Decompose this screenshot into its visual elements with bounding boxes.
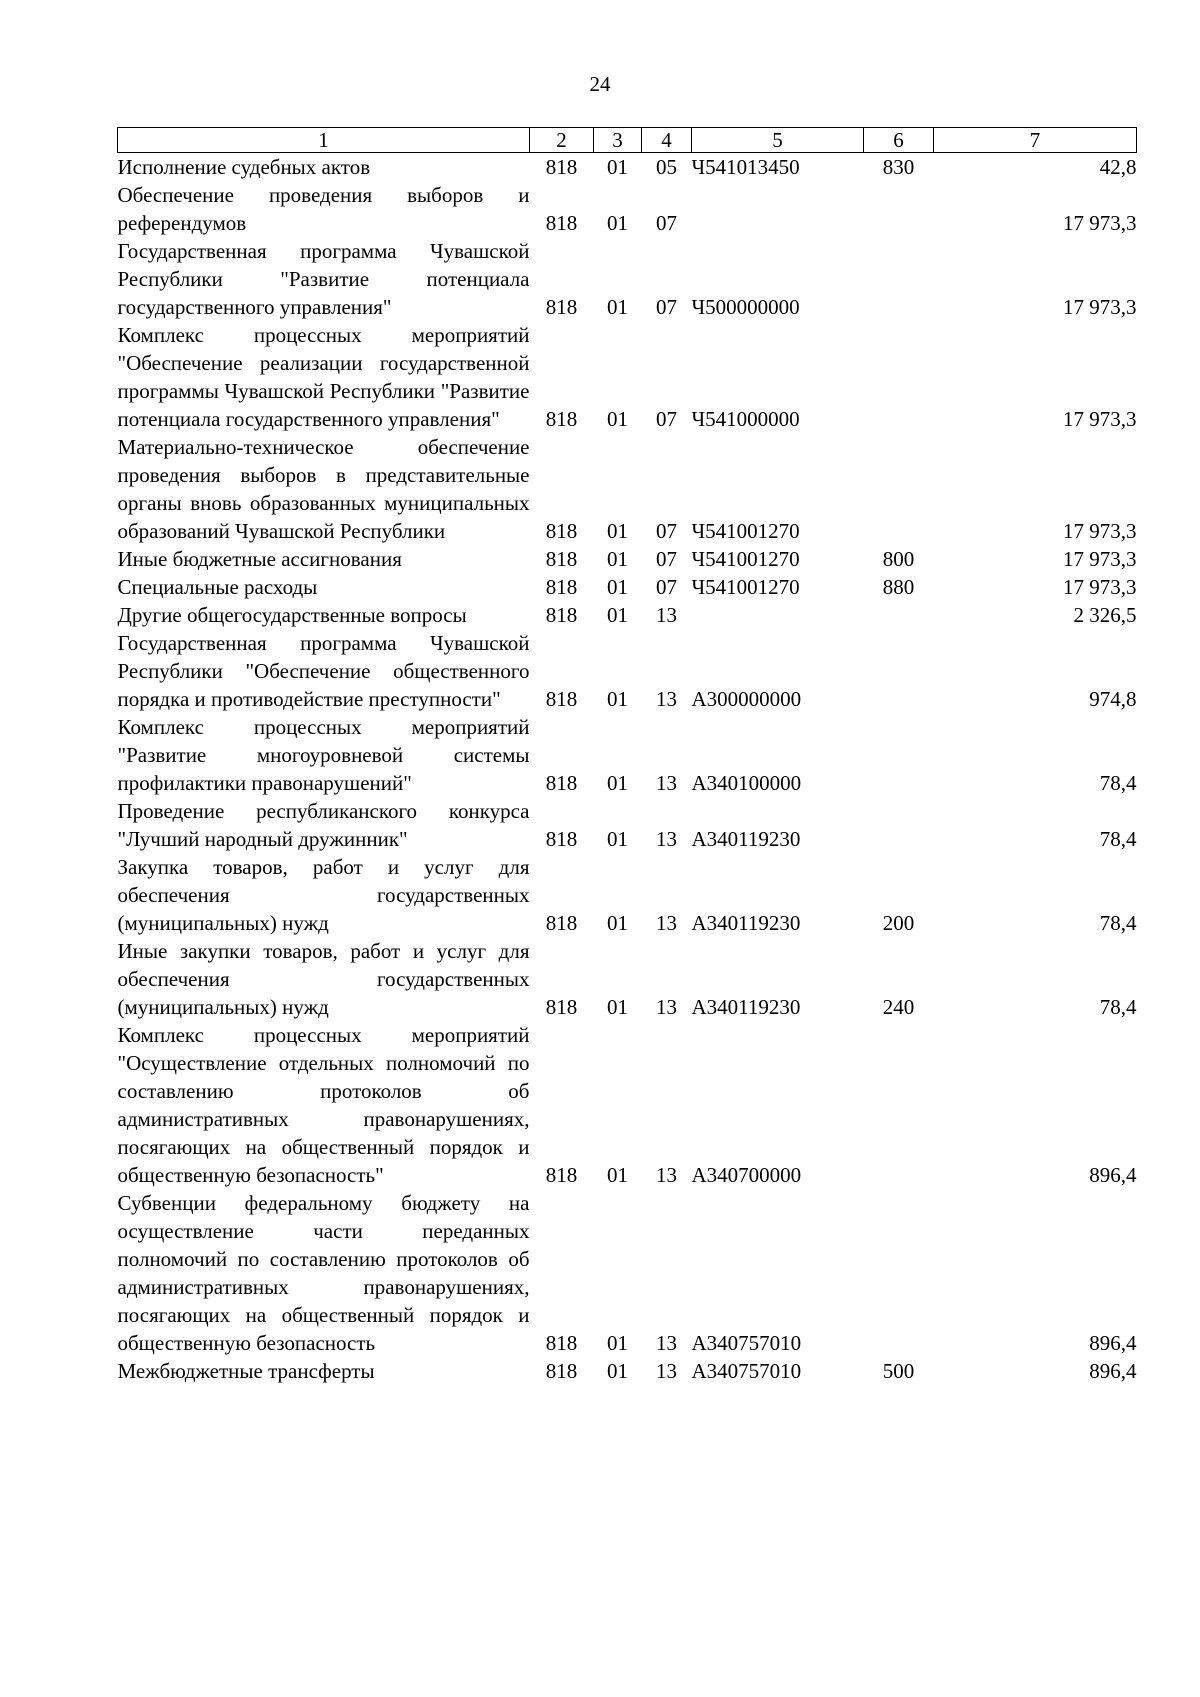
row-gr-code: 818 [545,1163,578,1187]
row-name: Иные закупки товаров, работ и услуг для обеспечения государственных (муниципальных) нужд [117,939,530,1019]
table-row [118,545,1137,573]
table-row [118,433,1137,545]
budget-table [117,127,1137,1385]
row-subsection-code: 07 [656,407,677,431]
row-amount: 17 973,3 [1063,295,1137,319]
row-expense-type [864,797,934,853]
row-name: Материально-техническое обеспечение проведения выборов в представительные органы вновь образованных муниципальных образований Чувашской Республики [117,435,530,543]
row-section-code: 01 [607,827,628,851]
row-name: Проведение республиканского конкурса "Лучший народный дружинник" [117,799,530,851]
row-name: Субвенции федеральному бюджету на осуществление части переданных полномочий по составлению протоколов об административных правонарушениях, посягающих на общественный порядок и общественную безопасность [117,1191,530,1355]
row-expense-type [864,713,934,797]
table-body [118,153,1137,1386]
row-expense-type [864,237,934,321]
row-gr-code: 818 [545,575,578,599]
row-expense-type [864,433,934,545]
row-section-code: 01 [607,211,628,235]
row-amount: 78,4 [1099,771,1137,795]
row-subsection-code: 07 [656,575,677,599]
row-section-code: 01 [607,575,628,599]
row-amount: 896,4 [1089,1331,1137,1355]
row-subsection-code: 07 [656,295,677,319]
row-target-code: Ч541001270 [691,547,800,571]
row-section-code: 01 [607,295,628,319]
row-name: Исполнение судебных актов [117,155,371,179]
row-target-code [692,601,864,629]
row-gr-code: 818 [545,687,578,711]
table-row [118,1021,1137,1189]
row-name: Обеспечение проведения выборов и референдумов [117,183,530,235]
row-section-code: 01 [607,547,628,571]
row-target-code: А300000000 [691,687,802,711]
table-row [118,601,1137,629]
row-amount: 78,4 [1099,911,1137,935]
row-target-code: А340119230 [691,827,801,851]
row-expense-type: 800 [882,547,915,571]
row-gr-code: 818 [545,911,578,935]
header-row [118,128,1137,153]
table-row [118,1189,1137,1357]
row-expense-type [864,1021,934,1189]
column-header-2: 2 [530,128,594,153]
table-row [118,1357,1137,1385]
row-gr-code: 818 [545,407,578,431]
row-target-code: Ч541001270 [691,519,800,543]
row-section-code: 01 [607,1359,628,1383]
row-expense-type: 500 [882,1359,915,1383]
row-gr-code: 818 [545,295,578,319]
row-expense-type [864,181,934,237]
row-subsection-code: 13 [656,603,677,627]
row-amount: 974,8 [1089,687,1137,711]
row-name: Специальные расходы [117,575,318,599]
row-gr-code: 818 [545,603,578,627]
row-section-code: 01 [607,155,628,179]
row-name: Иные бюджетные ассигнования [117,547,402,571]
table-row [118,853,1137,937]
row-expense-type: 830 [882,155,915,179]
row-name: Межбюджетные трансферты [117,1359,375,1383]
row-target-code: Ч541013450 [691,155,800,179]
row-target-code: Ч541000000 [691,407,800,431]
row-gr-code: 818 [545,1359,578,1383]
row-section-code: 01 [607,995,628,1019]
row-amount: 896,4 [1089,1359,1137,1383]
row-target-code: Ч500000000 [691,295,800,319]
column-header-5: 5 [692,128,864,153]
row-name: Комплекс процессных мероприятий "Обеспечение реализации государственной программы Чувашской Республики "Развитие потенциала государственного управления" [117,323,530,431]
row-amount: 17 973,3 [1063,407,1137,431]
row-gr-code: 818 [545,547,578,571]
row-subsection-code: 07 [656,519,677,543]
row-target-code: Ч541001270 [691,575,800,599]
row-amount: 78,4 [1099,827,1137,851]
page-number: 24 [589,72,611,96]
row-target-code [692,181,864,237]
row-name: Закупка товаров, работ и услуг для обеспечения государственных (муниципальных) нужд [117,855,530,935]
row-amount: 17 973,3 [1063,519,1137,543]
row-expense-type [864,629,934,713]
row-subsection-code: 13 [656,827,677,851]
row-target-code: А340757010 [691,1359,802,1383]
row-subsection-code: 13 [656,911,677,935]
row-name: Комплекс процессных мероприятий "Развитие многоуровневой системы профилактики правонарушений" [117,715,530,795]
row-gr-code: 818 [545,155,578,179]
row-expense-type [864,1189,934,1357]
table-row [118,797,1137,853]
row-amount: 896,4 [1089,1163,1137,1187]
column-header-7: 7 [934,128,1137,153]
row-section-code: 01 [607,519,628,543]
row-section-code: 01 [607,407,628,431]
row-amount: 17 973,3 [1063,547,1137,571]
row-section-code: 01 [607,911,628,935]
row-section-code: 01 [607,1163,628,1187]
row-target-code: А340700000 [691,1163,802,1187]
table-row [118,937,1137,1021]
row-gr-code: 818 [545,211,578,235]
row-gr-code: 818 [545,995,578,1019]
table-row [118,573,1137,601]
row-section-code: 01 [607,771,628,795]
row-gr-code: 818 [545,827,578,851]
table-row [118,713,1137,797]
row-name: Другие общегосударственные вопросы [117,603,467,627]
column-header-1: 1 [118,128,530,153]
row-expense-type: 200 [882,911,915,935]
row-amount: 2 326,5 [1073,603,1137,627]
row-name: Государственная программа Чувашской Республики "Развитие потенциала государственного управления" [117,239,530,319]
row-amount: 78,4 [1099,995,1137,1019]
row-subsection-code: 13 [656,771,677,795]
row-subsection-code: 13 [656,1163,677,1187]
row-target-code: А340100000 [691,771,802,795]
table-row [118,321,1137,433]
row-target-code: А340119230 [691,995,801,1019]
table-header [118,128,1137,153]
table-row [118,237,1137,321]
row-amount: 17 973,3 [1063,211,1137,235]
table-row [118,181,1137,237]
row-expense-type: 880 [882,575,915,599]
row-subsection-code: 13 [656,1331,677,1355]
row-expense-type [864,601,934,629]
row-target-code: А340119230 [691,911,801,935]
row-name: Государственная программа Чувашской Республики "Обеспечение общественного порядка и противодействие преступности" [117,631,530,711]
column-header-3: 3 [594,128,642,153]
row-gr-code: 818 [545,519,578,543]
row-section-code: 01 [607,687,628,711]
row-section-code: 01 [607,1331,628,1355]
row-gr-code: 818 [545,771,578,795]
row-target-code: А340757010 [691,1331,802,1355]
row-expense-type: 240 [882,995,915,1019]
row-subsection-code: 07 [656,547,677,571]
row-name: Комплекс процессных мероприятий "Осуществление отдельных полномочий по составлению протоколов об административных правонарушениях, посягающих на общественный порядок и общественную безопасность" [117,1023,530,1187]
row-subsection-code: 13 [656,687,677,711]
table-row [118,629,1137,713]
row-expense-type [864,321,934,433]
column-header-6: 6 [864,128,934,153]
row-subsection-code: 13 [656,1359,677,1383]
row-gr-code: 818 [545,1331,578,1355]
row-subsection-code: 05 [656,155,677,179]
column-header-4: 4 [642,128,692,153]
row-amount: 42,8 [1099,155,1137,179]
table-row [118,153,1137,182]
row-section-code: 01 [607,603,628,627]
row-subsection-code: 07 [656,211,677,235]
row-amount: 17 973,3 [1063,575,1137,599]
row-subsection-code: 13 [656,995,677,1019]
